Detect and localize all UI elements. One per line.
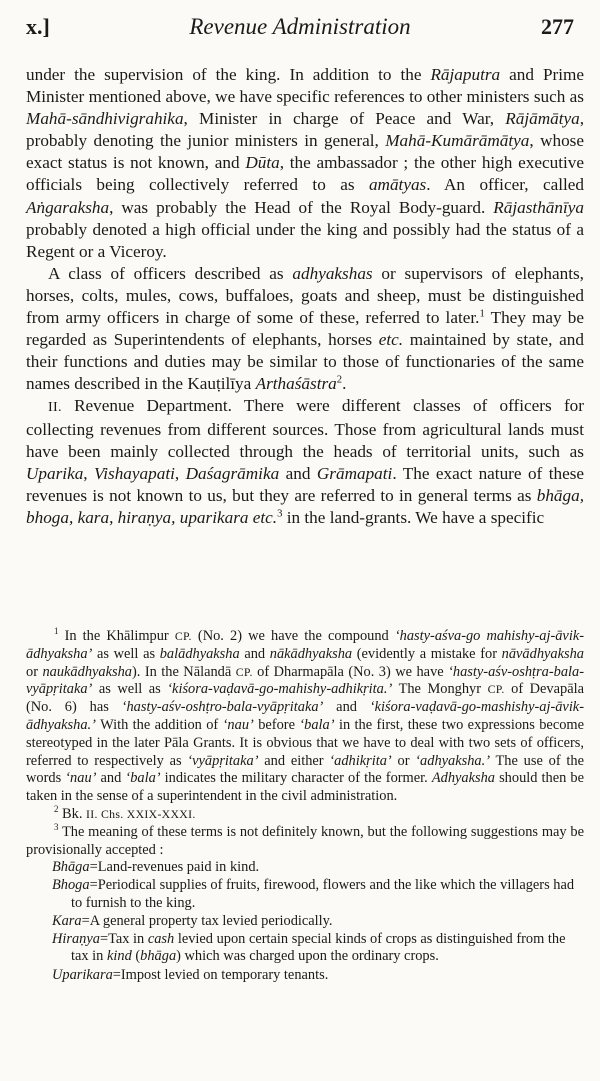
running-title: Revenue Administration [189, 14, 411, 39]
definition-bhaga: Bhāga=Land-revenues paid in kind. [52, 859, 260, 876]
footnote-ref-2: 2 [336, 374, 343, 386]
main-text [26, 64, 584, 529]
footnote-ref-3: 3 [277, 508, 283, 520]
definition-uparikara: Uparikara=Impost levied on temporary tenants. [52, 967, 329, 984]
paragraph-adhyakshas: A class of officers described as adhyakshas or supervisors of elephants, horses, colts, mules, cows, buffaloes, goats and sheep, must be distinguished from army officers in charge of some of these, referred to later.$^1$ They may be regarded as Superintendents of elephants, horses etc. maintained by state, and their functions and duties may be similar to those of functionaries of the same names described in the Kauṭilīya Arthaśāstra$^2$. [26, 263, 584, 394]
chapter-marker: x.] [26, 14, 50, 39]
footnotes [26, 628, 584, 985]
footnote-ref-1: 1 [479, 308, 485, 320]
paragraph-revenue-department: II. Revenue Department. There were different classes of officers for collecting revenues from different sources. Those from agricultural lands must have been mainly collected through the heads of territorial units, such as Uparika, Vishayapati, Daśagrāmika and Grāmapati. The exact nature of these revenues is not known to us, but they are referred to in general terms as bhāga, bhoga, kara, hiraṇya, uparikara etc.$^3$ in the land-grants. We have a specific [26, 396, 585, 527]
footnote-3: $^3$ The meaning of these terms is not definitely known, but the following suggestions may be provisionally accepted : [26, 821, 584, 858]
page-number: 277 [541, 14, 574, 39]
definition-hiranya: Hiraṇya=Tax in cash levied upon certain special kinds of crops as distinguished from the tax in kind (bhāga) which was charged upon the ordinary crops. [52, 930, 566, 965]
definition-kara: Kara=A general property tax levied periodically. [52, 912, 333, 929]
definition-bhoga: Bhoga=Periodical supplies of fruits, firewood, flowers and the like which the villagers had to furnish to the king. [52, 877, 575, 911]
page-header [26, 14, 574, 46]
footnote-2: $^2$ Bk. II. Chs. XXIX-XXXI. [54, 804, 196, 822]
footnote-1: $^1$ In the Khālimpur CP. (No. 2) we have the compound ‘hasty-aśva-go mahishy-aj-āvik-ādhyaksha’ as well as balādhyaksha and nākādhyaksha (evidently a mistake for nāvādhyaksha or naukādhyaksha). In the Nālandā CP. of Dharmapāla (No. 3) we have ‘hasty-aśv-oshṭra-bala-vyāpṛitaka’ as well as ‘kiśora-vaḍavā-go-mahishy-adhikṛita.’ The Monghyr CP. of Devapāla (No. 6) has ‘hasty-aśv-oshṭro-bala-vyāpṛitaka’ and ‘kiśora-vaḍavā-go-mashishy-aj-āvik-ādhyaksha.’ With the addition of ‘nau’ before ‘bala’ in the first, these two expressions become stereotyped in the later Pāla Grants. It is obvious that we have to deal with two sets of officers, referred to respectively as ‘vyāpṛitaka’ and either ‘adhikṛita’ or ‘adhyaksha.’ The use of the words ‘nau’ and ‘bala’ indicates the military character of the former. Adhyaksha should then be taken in the sense of a superintendent in the civil administration. [26, 626, 584, 805]
paragraph-ministers: under the supervision of the king. In addition to the Rājaputra and Prime Minister mentioned above, we have specific references to other ministers such as Mahā-sāndhivigrahika, Minister in charge of Peace and War, Rājāmātya, probably denoting the junior ministers in general, Mahā-Kumārāmātya, whose exact status is not known, and Dūta, the ambassador ; the other high executive officials being collectively referred to as amātyas. An officer, called Aṅgaraksha, was probably the Head of the Royal Body-guard. Rājasthānīya probably denoted a high official under the king and possibly had the status of a Regent or a Viceroy. [26, 65, 585, 261]
